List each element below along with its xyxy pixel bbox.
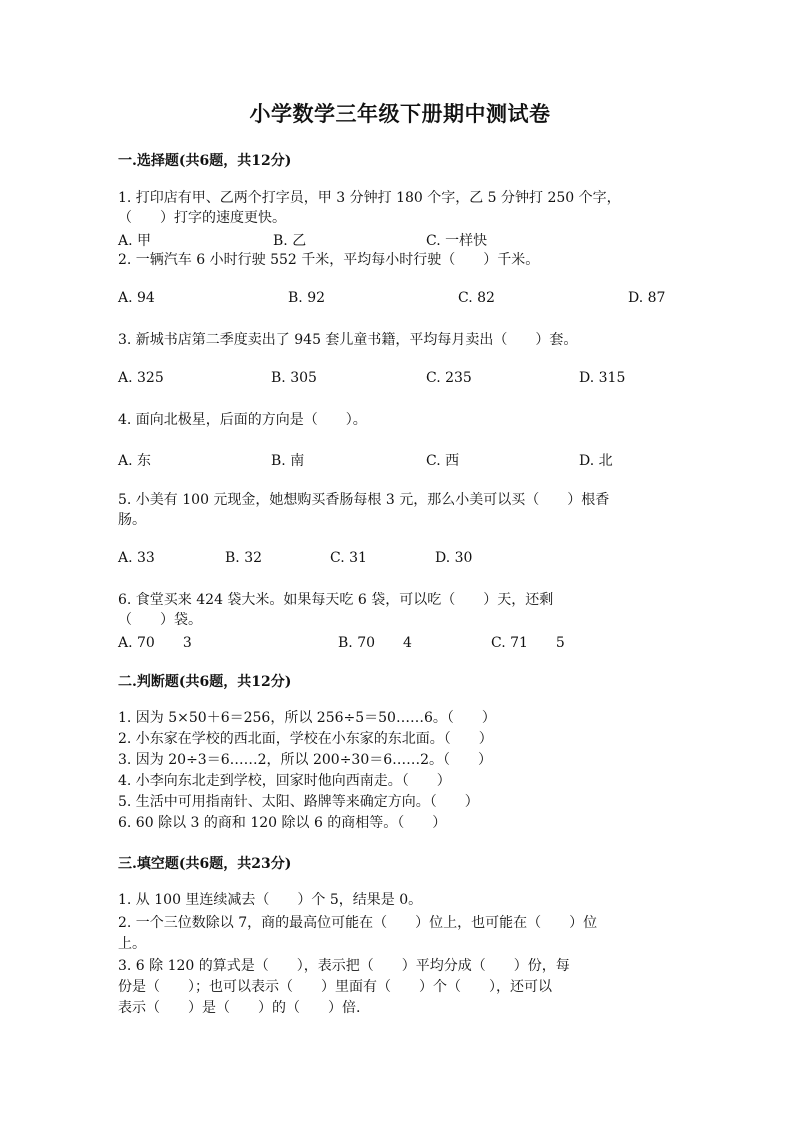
option-d[interactable]: D. 30 xyxy=(435,550,473,566)
page-title: 小学数学三年级下册期中测试卷 xyxy=(249,101,551,126)
option-d[interactable]: D. 北 xyxy=(579,453,613,469)
question-1-text-cont: （ ）打字的速度更快。 xyxy=(118,210,286,226)
option-d[interactable]: D. 87 xyxy=(628,290,666,306)
section-heading-choice: 一.选择题(共6题，共12分) xyxy=(118,153,292,169)
question-2-text: 2. 一辆汽车 6 小时行驶 552 千米，平均每小时行驶（ ）千米。 xyxy=(118,252,540,268)
option-c[interactable]: C. 31 xyxy=(330,550,367,566)
question-3-options xyxy=(118,370,718,390)
fill-item: 2. 一个三位数除以 7，商的最高位可能在（ ）位上，也可能在（ ）位 xyxy=(118,915,598,931)
judge-item: 2. 小东家在学校的西北面，学校在小东家的东北面。（ ） xyxy=(118,731,493,747)
option-c[interactable]: C. 一样快 xyxy=(426,233,488,249)
fill-item: 3. 6 除 120 的算式是（ ），表示把（ ）平均分成（ ）份，每 xyxy=(118,958,570,974)
option-c[interactable]: C. 西 xyxy=(426,453,460,469)
question-1-options xyxy=(118,230,718,250)
question-4-text: 4. 面向北极星，后面的方向是（ ）。 xyxy=(118,412,367,428)
option-a[interactable]: A. 325 xyxy=(118,370,164,386)
judge-item: 6. 60 除以 3 的商和 120 除以 6 的商相等。（ ） xyxy=(118,815,447,831)
question-6-text: 6. 食堂买来 424 袋大米。如果每天吃 6 袋，可以吃（ ）天，还剩 xyxy=(118,592,554,608)
option-b[interactable]: B. 92 xyxy=(288,290,326,306)
option-c[interactable]: C. 235 xyxy=(426,370,472,386)
option-a[interactable]: A. 东 xyxy=(118,453,152,469)
fill-item-cont: 表示（ ）是（ ）的（ ）倍. xyxy=(118,1000,361,1016)
question-5-text: 5. 小美有 100 元现金，她想购买香肠每根 3 元，那么小美可以买（ ）根香 xyxy=(118,492,610,508)
judge-item: 1. 因为 5×50＋6＝256，所以 256÷5＝50……6。（ ） xyxy=(118,710,496,726)
section-heading-judge: 二.判断题(共6题，共12分) xyxy=(118,674,292,690)
option-a[interactable]: A. 70 3 xyxy=(118,635,192,651)
option-a[interactable]: A. 94 xyxy=(118,290,155,306)
option-d[interactable]: D. 315 xyxy=(579,370,626,386)
question-6-options xyxy=(118,632,718,652)
option-b[interactable]: B. 32 xyxy=(225,550,263,566)
question-6-text-cont: （ ）袋。 xyxy=(118,612,202,628)
fill-item-cont: 份是（ ）；也可以表示（ ）里面有（ ）个（ ），还可以 xyxy=(118,979,552,995)
option-b[interactable]: B. 70 4 xyxy=(338,635,412,651)
fill-item: 1. 从 100 里连续减去（ ）个 5，结果是 0。 xyxy=(118,892,423,908)
question-5-options xyxy=(118,550,718,570)
option-b[interactable]: B. 乙 xyxy=(273,233,307,249)
judge-item: 5. 生活中可用指南针、太阳、路牌等来确定方向。（ ） xyxy=(118,794,479,810)
section-heading-fill: 三.填空题(共6题，共23分) xyxy=(118,856,292,872)
fill-item-cont: 上。 xyxy=(118,936,146,952)
option-b[interactable]: B. 南 xyxy=(271,453,305,469)
question-3-text: 3. 新城书店第二季度卖出了 945 套儿童书籍，平均每月卖出（ ）套。 xyxy=(118,332,578,348)
option-a[interactable]: A. 甲 xyxy=(118,233,152,249)
question-1-text: 1. 打印店有甲、乙两个打字员，甲 3 分钟打 180 个字，乙 5 分钟打 250 个字， xyxy=(118,190,621,206)
option-c[interactable]: C. 71 5 xyxy=(491,635,565,651)
option-a[interactable]: A. 33 xyxy=(118,550,155,566)
question-5-text-cont: 肠。 xyxy=(118,512,146,528)
question-4-options xyxy=(118,450,718,470)
option-c[interactable]: C. 82 xyxy=(458,290,495,306)
judge-item: 4. 小李向东北走到学校，回家时他向西南走。（ ） xyxy=(118,773,451,789)
option-b[interactable]: B. 305 xyxy=(271,370,317,386)
judge-item: 3. 因为 20÷3＝6……2，所以 200÷30＝6……2。（ ） xyxy=(118,752,493,768)
question-2-options xyxy=(118,290,718,310)
